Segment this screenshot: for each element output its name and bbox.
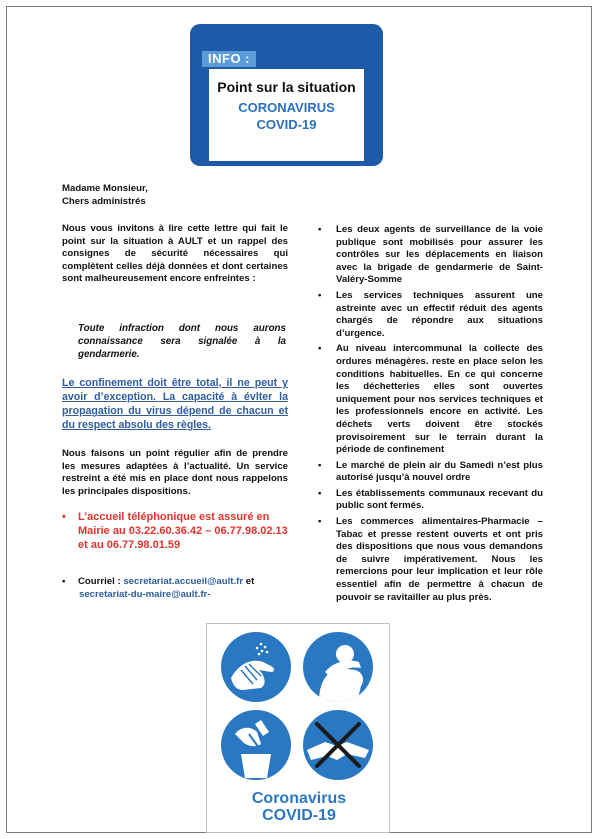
courriel-bullet xyxy=(62,575,292,600)
bullet-icon: • xyxy=(318,487,322,499)
list-item xyxy=(312,460,543,485)
bullet-icon: • xyxy=(318,459,322,471)
list-item-text: Le marché de plein air du Samedi n’est plus autorisé jusqu’à nouvel ordre xyxy=(336,459,543,484)
list-item xyxy=(312,343,543,456)
measures-list xyxy=(312,224,543,607)
list-item-text: Au niveau intercommunal la collecte des ordures ménagères. reste en place selon les conditions habituelles. En ce qui concerne les déchetteries elles sont ouvertes uniquement pour nos services techniques et les professionnels encore en activité. Les déchets verts doivent être stockés provisoirement sur le terrain durant la période de confinement xyxy=(336,343,543,456)
email-link-maire[interactable]: secretariat-du-maire@ault.fr- xyxy=(79,589,211,600)
list-item-text: Les services techniques assurent une astreinte avec un effectif réduit des agents chargés de répondre aux situations d’urgence. xyxy=(336,289,543,339)
list-item xyxy=(312,488,543,513)
info-title-line1: Point sur la situation xyxy=(217,79,356,95)
bullet-icon: • xyxy=(318,289,322,301)
bullet-icon: • xyxy=(62,576,66,587)
list-item-text: Les commerces alimentaires-Pharmacie – Tabac et presse restent ouverts et ont pris des dispositions que nous vous demandons de suivre impérativement. Nous les remercions pour leur implication et leur rôle essentiel afin de permettre à chacun de pouvoir se ravitailler au plus près. xyxy=(336,516,543,603)
info-card-dot xyxy=(286,154,290,158)
confinement-notice: Le confinement doit être total, il ne peut y avoir d’exception. La capacité à évlter la propagation du virus dépend de chacun et du respect absolu des règles. xyxy=(62,377,288,431)
bullet-icon: • xyxy=(62,511,66,523)
intro-paragraph: Nous vous invitons à lire cette lettre qui fait le point sur la situation à AULT et un rappel des consignes de sécurité nécessaires qui complètent celles déjà données et dont certaines sont malheureusement encore enfreintes : xyxy=(62,223,288,285)
covid-poster xyxy=(206,623,390,833)
email-link-accueil[interactable]: secretariat.accueil@ault.fr xyxy=(123,576,244,587)
info-card xyxy=(190,24,383,166)
info-title-line2: CORONAVIRUS xyxy=(238,100,335,115)
greeting-line2: Chers administrés xyxy=(62,195,146,207)
list-item xyxy=(312,290,543,340)
poster-title-line2: COVID-19 xyxy=(262,807,336,824)
info-title-box xyxy=(207,67,366,163)
warning-paragraph: Toute infraction dont nous aurons connaissance sera signalée à la gendarmerie. xyxy=(78,323,286,360)
service-paragraph: Nous faisons un point régulier afin de prendre les mesures adaptées à l’actualité. Un service restreint a été mis en place dont nous rappelons les principales dispositions. xyxy=(62,448,288,497)
bullet-icon: • xyxy=(318,516,322,528)
list-item-text: Les établissements communaux recevant du public sont fermés. xyxy=(336,487,543,512)
poster-title xyxy=(207,790,391,824)
accueil-bullet xyxy=(62,510,292,552)
email-joiner: et xyxy=(245,576,255,587)
cough-elbow-icon xyxy=(303,632,373,702)
no-handshake-icon xyxy=(303,710,373,780)
list-item-text: Les deux agents de surveillance de la voie publique sont mobilisés pour assurer les contrôles sur les déplacements en liaison avec la brigade de gendarmerie de Saint-Valéry-Somme xyxy=(336,224,543,286)
greeting xyxy=(62,183,302,208)
info-title-line3: COVID-19 xyxy=(256,117,317,132)
tissue-bin-icon xyxy=(221,710,291,780)
handwash-icon xyxy=(221,632,291,702)
list-item xyxy=(312,516,543,604)
greeting-line1: Madame Monsieur, xyxy=(62,183,148,194)
poster-title-line1: Coronavirus xyxy=(251,790,347,807)
courriel-label: Courriel : xyxy=(78,576,121,587)
info-tag: INFO : xyxy=(202,51,256,67)
bullet-icon: • xyxy=(318,224,322,235)
accueil-text: L’accueil téléphonique est assuré en Mairie au 03.22.60.36.42 – 06.77.98.02.13 et au 06.77.98.01.59 xyxy=(78,511,288,551)
bullet-icon: • xyxy=(318,343,322,355)
list-item xyxy=(312,224,543,287)
